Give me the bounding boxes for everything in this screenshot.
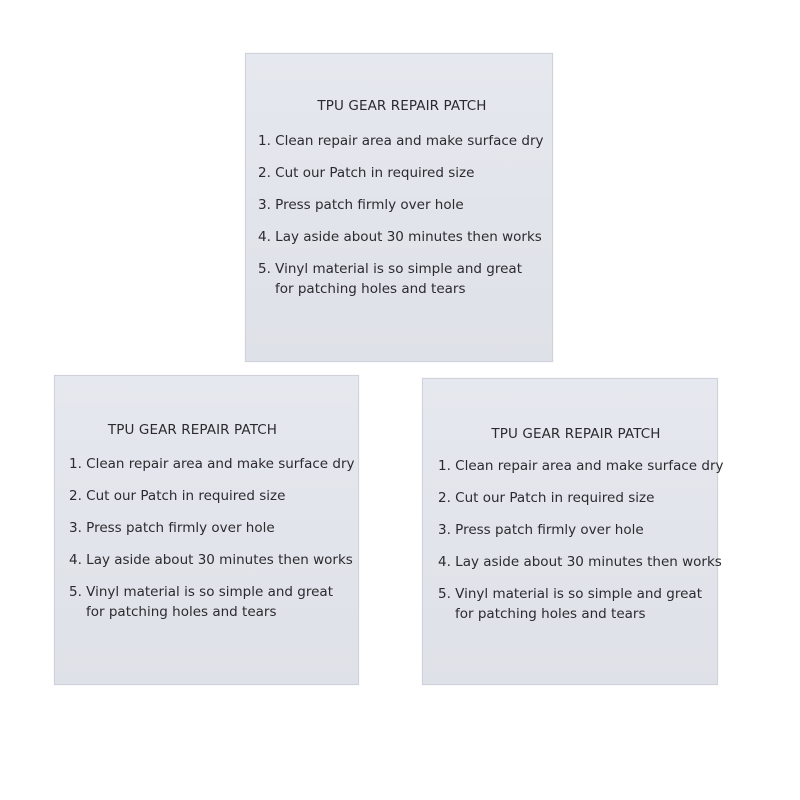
instruction-step-1: 1. Clean repair area and make surface dry	[438, 458, 724, 474]
instruction-step-1: 1. Clean repair area and make surface dry	[69, 456, 355, 472]
instruction-step-5-line-2: for patching holes and tears	[455, 606, 646, 622]
instruction-step-5	[258, 261, 544, 297]
instruction-step-3: 3. Press patch firmly over hole	[258, 197, 464, 213]
instruction-list	[69, 456, 355, 636]
instruction-step-5-line-2: for patching holes and tears	[86, 604, 277, 620]
instruction-step-5-line-2: for patching holes and tears	[275, 281, 466, 297]
instruction-step-5-line-1: 5. Vinyl material is so simple and great	[69, 584, 333, 600]
instruction-step-2: 2. Cut our Patch in required size	[438, 490, 655, 506]
patch-title: TPU GEAR REPAIR PATCH	[107, 422, 278, 438]
instruction-step-3: 3. Press patch firmly over hole	[69, 520, 275, 536]
repair-patch-right	[422, 378, 724, 685]
instruction-step-2: 2. Cut our Patch in required size	[69, 488, 286, 504]
instruction-step-5	[438, 586, 724, 622]
instruction-step-2: 2. Cut our Patch in required size	[258, 165, 475, 181]
instruction-step-5-line-1: 5. Vinyl material is so simple and great	[258, 261, 522, 277]
instruction-step-4: 4. Lay aside about 30 minutes then works	[69, 552, 353, 568]
instruction-list	[438, 458, 724, 638]
patch-title: TPU GEAR REPAIR PATCH	[491, 426, 661, 442]
instruction-step-4: 4. Lay aside about 30 minutes then works	[438, 554, 722, 570]
instruction-list	[258, 133, 544, 313]
instruction-step-4: 4. Lay aside about 30 minutes then works	[258, 229, 542, 245]
repair-patch-top	[245, 53, 553, 362]
instruction-step-5-line-1: 5. Vinyl material is so simple and great	[438, 586, 702, 602]
instruction-step-5	[69, 584, 355, 620]
instruction-step-3: 3. Press patch firmly over hole	[438, 522, 644, 538]
instruction-step-1: 1. Clean repair area and make surface dry	[258, 133, 544, 149]
patch-title: TPU GEAR REPAIR PATCH	[317, 98, 487, 114]
repair-patch-left	[54, 375, 359, 685]
